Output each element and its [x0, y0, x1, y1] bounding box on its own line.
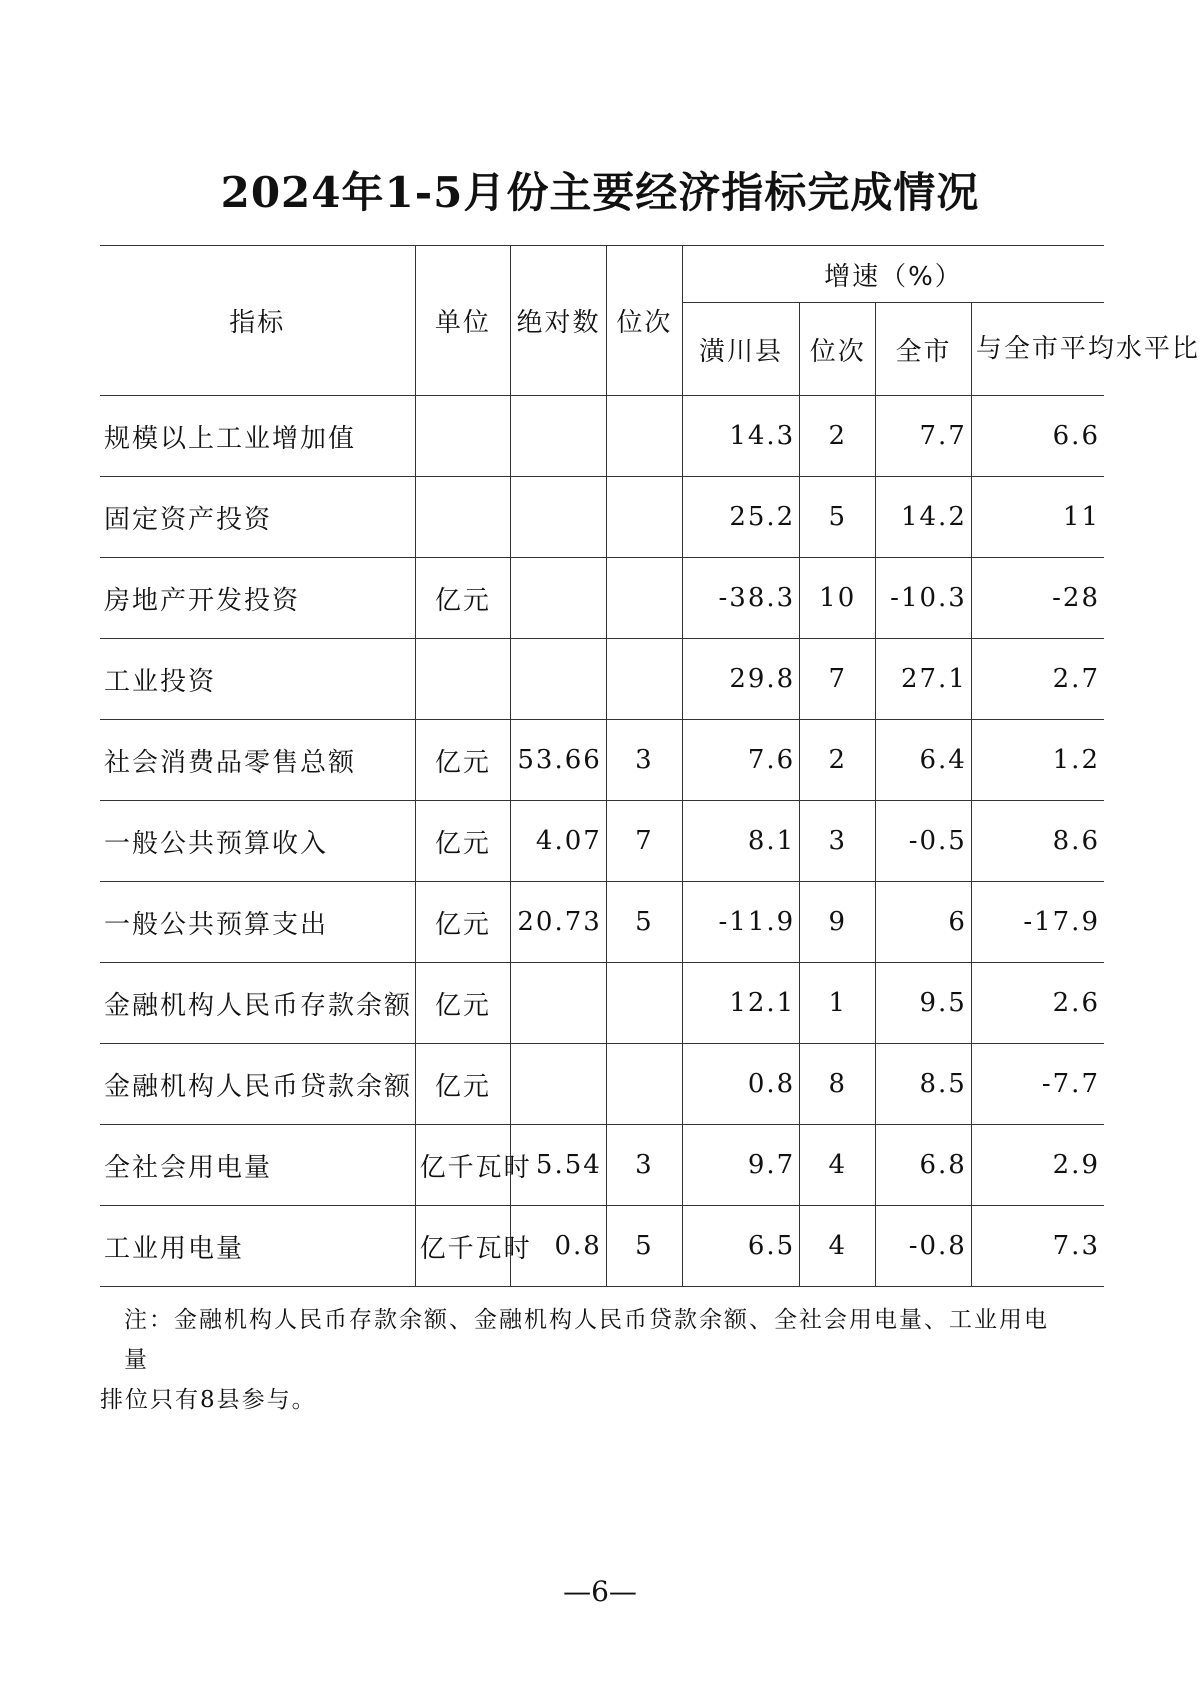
- vs-city-cell: 8.6: [971, 801, 1104, 882]
- unit-cell: 亿元: [415, 801, 511, 882]
- rank-cell: [606, 639, 682, 720]
- indicator-name: 规模以上工业增加值: [100, 396, 415, 477]
- indicator-name: 一般公共预算收入: [100, 801, 415, 882]
- city-growth-cell: 6: [876, 882, 972, 963]
- county-growth-cell: 12.1: [682, 963, 799, 1044]
- county-growth-cell: -38.3: [682, 558, 799, 639]
- city-growth-cell: -10.3: [876, 558, 972, 639]
- indicator-name: 工业用电量: [100, 1206, 415, 1287]
- rank-cell: [606, 1044, 682, 1125]
- table-row: [100, 396, 1104, 477]
- absolute-cell: [511, 1044, 607, 1125]
- indicator-name: 一般公共预算支出: [100, 882, 415, 963]
- county-growth-cell: 29.8: [682, 639, 799, 720]
- absolute-cell: 0.8: [511, 1206, 607, 1287]
- table-row: [100, 963, 1104, 1044]
- growth-rank-cell: 2: [800, 720, 876, 801]
- county-growth-cell: 6.5: [682, 1206, 799, 1287]
- footnote-line-2: 排位只有8县参与。: [100, 1387, 317, 1413]
- absolute-cell: [511, 558, 607, 639]
- growth-rank-cell: 7: [800, 639, 876, 720]
- absolute-cell: 5.54: [511, 1125, 607, 1206]
- vs-city-cell: 2.7: [971, 639, 1104, 720]
- rank-cell: [606, 558, 682, 639]
- absolute-cell: [511, 639, 607, 720]
- absolute-cell: [511, 396, 607, 477]
- rank-cell: 5: [606, 882, 682, 963]
- table-row: [100, 801, 1104, 882]
- vs-city-cell: 11: [971, 477, 1104, 558]
- page-number: —6—: [563, 1575, 637, 1608]
- footnote-line-1: 注：金融机构人民币存款余额、金融机构人民币贷款余额、全社会用电量、工业用电量: [124, 1307, 1049, 1373]
- vs-city-cell: 2.9: [971, 1125, 1104, 1206]
- absolute-cell: [511, 963, 607, 1044]
- unit-cell: 亿千瓦时: [415, 1125, 511, 1206]
- table-row: [100, 639, 1104, 720]
- indicator-name: 金融机构人民币贷款余额: [100, 1044, 415, 1125]
- indicator-name: 房地产开发投资: [100, 558, 415, 639]
- vs-city-cell: -7.7: [971, 1044, 1104, 1125]
- footnote: [100, 1300, 1060, 1420]
- county-growth-cell: 8.1: [682, 801, 799, 882]
- header-growth-group: 增速（%）: [682, 246, 1104, 303]
- city-growth-cell: -0.8: [876, 1206, 972, 1287]
- header-county: 潢川县: [682, 303, 799, 396]
- page-title: 2024年1-5月份主要经济指标完成情况: [220, 168, 980, 217]
- indicator-name: 金融机构人民币存款余额: [100, 963, 415, 1044]
- growth-rank-cell: 8: [800, 1044, 876, 1125]
- absolute-cell: 4.07: [511, 801, 607, 882]
- header-rank: 位次: [606, 246, 682, 396]
- absolute-cell: 20.73: [511, 882, 607, 963]
- county-growth-cell: 9.7: [682, 1125, 799, 1206]
- rank-cell: 7: [606, 801, 682, 882]
- county-growth-cell: 7.6: [682, 720, 799, 801]
- absolute-cell: 53.66: [511, 720, 607, 801]
- growth-rank-cell: 2: [800, 396, 876, 477]
- header-growth-rank: 位次: [800, 303, 876, 396]
- header-absolute: 绝对数: [511, 246, 607, 396]
- unit-cell: 亿元: [415, 1044, 511, 1125]
- vs-city-cell: 6.6: [971, 396, 1104, 477]
- vs-city-cell: 7.3: [971, 1206, 1104, 1287]
- unit-cell: 亿千瓦时: [415, 1206, 511, 1287]
- growth-rank-cell: 3: [800, 801, 876, 882]
- rank-cell: [606, 396, 682, 477]
- header-vs-city: 与全市平均水平比: [971, 303, 1104, 396]
- indicator-name: 全社会用电量: [100, 1125, 415, 1206]
- table-row: [100, 882, 1104, 963]
- table-row: [100, 477, 1104, 558]
- unit-cell: [415, 639, 511, 720]
- table-row: [100, 558, 1104, 639]
- growth-rank-cell: 9: [800, 882, 876, 963]
- city-growth-cell: 9.5: [876, 963, 972, 1044]
- vs-city-cell: -28: [971, 558, 1104, 639]
- table-row: [100, 720, 1104, 801]
- table-row: [100, 1125, 1104, 1206]
- indicator-name: 社会消费品零售总额: [100, 720, 415, 801]
- rank-cell: [606, 963, 682, 1044]
- rank-cell: [606, 477, 682, 558]
- growth-rank-cell: 5: [800, 477, 876, 558]
- indicator-name: 工业投资: [100, 639, 415, 720]
- vs-city-cell: -17.9: [971, 882, 1104, 963]
- rank-cell: 3: [606, 720, 682, 801]
- unit-cell: 亿元: [415, 558, 511, 639]
- unit-cell: 亿元: [415, 963, 511, 1044]
- absolute-cell: [511, 477, 607, 558]
- rank-cell: 5: [606, 1206, 682, 1287]
- county-growth-cell: 14.3: [682, 396, 799, 477]
- unit-cell: [415, 477, 511, 558]
- header-unit: 单位: [415, 246, 511, 396]
- rank-cell: 3: [606, 1125, 682, 1206]
- city-growth-cell: 6.8: [876, 1125, 972, 1206]
- vs-city-cell: 2.6: [971, 963, 1104, 1044]
- unit-cell: [415, 396, 511, 477]
- table-row: [100, 1206, 1104, 1287]
- unit-cell: 亿元: [415, 720, 511, 801]
- indicator-name: 固定资产投资: [100, 477, 415, 558]
- growth-rank-cell: 1: [800, 963, 876, 1044]
- city-growth-cell: 6.4: [876, 720, 972, 801]
- city-growth-cell: 7.7: [876, 396, 972, 477]
- city-growth-cell: 27.1: [876, 639, 972, 720]
- city-growth-cell: -0.5: [876, 801, 972, 882]
- county-growth-cell: 0.8: [682, 1044, 799, 1125]
- header-city: 全市: [876, 303, 972, 396]
- table-row: [100, 1044, 1104, 1125]
- growth-rank-cell: 10: [800, 558, 876, 639]
- vs-city-cell: 1.2: [971, 720, 1104, 801]
- growth-rank-cell: 4: [800, 1125, 876, 1206]
- header-indicator: 指标: [100, 246, 415, 396]
- city-growth-cell: 8.5: [876, 1044, 972, 1125]
- growth-rank-cell: 4: [800, 1206, 876, 1287]
- city-growth-cell: 14.2: [876, 477, 972, 558]
- unit-cell: 亿元: [415, 882, 511, 963]
- economic-indicators-table: [100, 245, 1200, 1287]
- county-growth-cell: 25.2: [682, 477, 799, 558]
- county-growth-cell: -11.9: [682, 882, 799, 963]
